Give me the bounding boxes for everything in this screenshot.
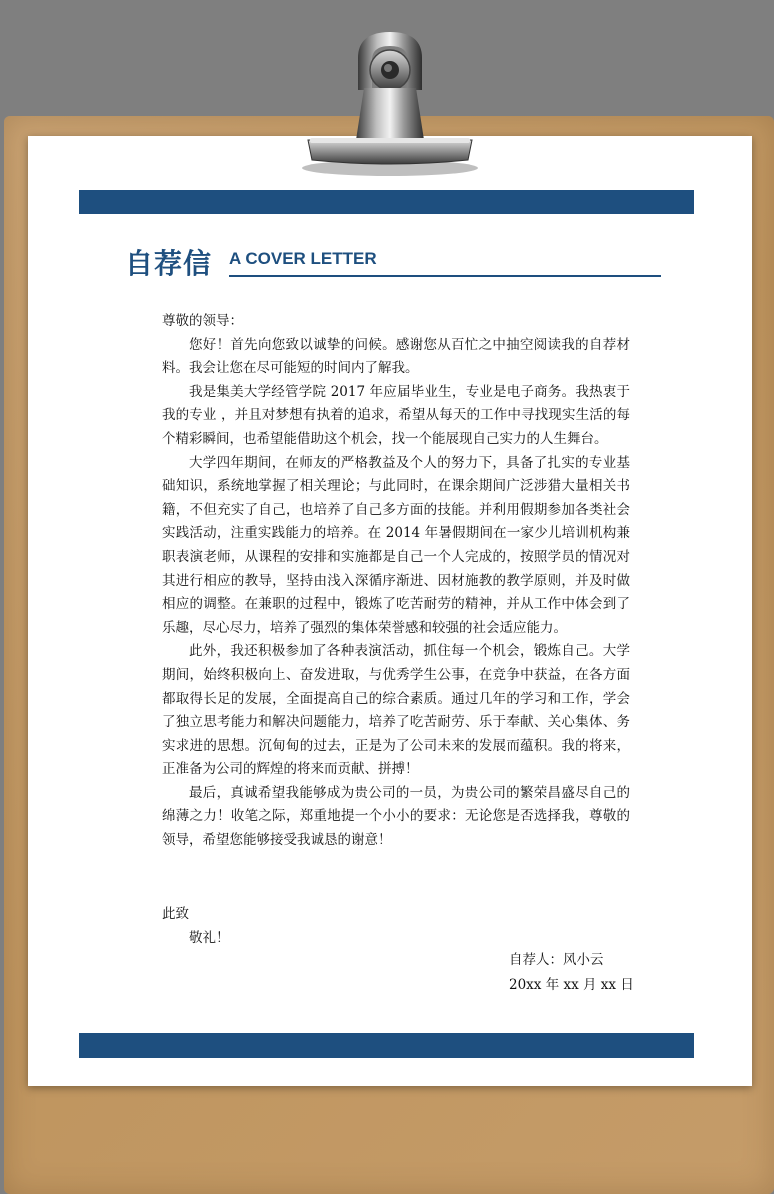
letter-body bbox=[162, 310, 630, 853]
closing-regards: 敬礼！ bbox=[189, 929, 230, 946]
paragraph: 我是集美大学经管学院 2017 年应届毕业生，专业是电子商务。我热衷于我的专业 ，并且对梦想有执着的追求，希望从每天的工作中寻找现实生活的每个精彩瞬间，也希望能借助这个机会，找一个能展现自己实力的人生舞台。 bbox=[162, 383, 630, 447]
page-title: 自荐信 bbox=[125, 247, 213, 280]
salutation: 尊敬的领导： bbox=[162, 313, 243, 329]
page-subtitle: A COVER LETTER bbox=[229, 249, 377, 268]
paragraph: 此外，我还积极参加了各种表演活动，抓住每一个机会，锻炼自己。大学期间，始终积极向上、奋发进取，与优秀学生公事，在竞争中获益，在各方面都取得长足的发展，全面提高自己的综合素质。通过几年的学习和工作，学会了独立思考能力和解决问题能力，培养了吃苦耐劳、乐于奉献、关心集体、务实求进的思想。沉甸甸的过去，正是为了公司未来的发展而蕴积。我的将来，正准备为公司的辉煌的将来而贡献、拼搏！ bbox=[162, 643, 630, 778]
signature-block bbox=[509, 948, 634, 998]
title-underline bbox=[229, 275, 661, 277]
closing bbox=[162, 903, 230, 950]
binder-clip-icon bbox=[300, 28, 480, 178]
paragraph: 最后，真诚希望我能够成为贵公司的一员，为贵公司的繁荣昌盛尽自己的绵薄之力！收笔之际，郑重地提一个小小的要求：无论您是否选择我，尊敬的领导，希望您能够接受我诚恳的谢意！ bbox=[162, 784, 630, 849]
header-band bbox=[79, 190, 694, 214]
footer-band bbox=[79, 1033, 694, 1058]
signature-name: 自荐人：风小云 bbox=[509, 952, 604, 968]
paragraph: 大学四年期间，在师友的严格教益及个人的努力下，具备了扎实的专业基础知识，系统地掌握了相关理论；与此同时，在课余期间广泛涉猎大量相关书籍，不但充实了自己，也培养了自己多方面的技能。并利用假期参加各类社会实践活动，注重实践能力的培养。在 2014 年暑假期间在一家少儿培训机构兼职表演老师，从课程的安排和实施都是自己一个人完成的，按照学员的情况对其进行相应的教导，坚持由浅入深循序渐进、因材施教的教学原则，并及时做相应的调整。在兼职的过程中，锻炼了吃苦耐劳的精神，并从工作中体会到了乐趣，尽心尽力，培养了强烈的集体荣誉感和较强的社会适应能力。 bbox=[162, 454, 630, 636]
paragraph: 您好！首先向您致以诚挚的问候。感谢您从百忙之中抽空阅读我的自荐材料。我会让您在尽可能短的时间内了解我。 bbox=[162, 336, 630, 377]
signature-date: 20xx 年 xx 月 xx 日 bbox=[509, 977, 634, 993]
closing-line: 此致 bbox=[162, 906, 189, 922]
